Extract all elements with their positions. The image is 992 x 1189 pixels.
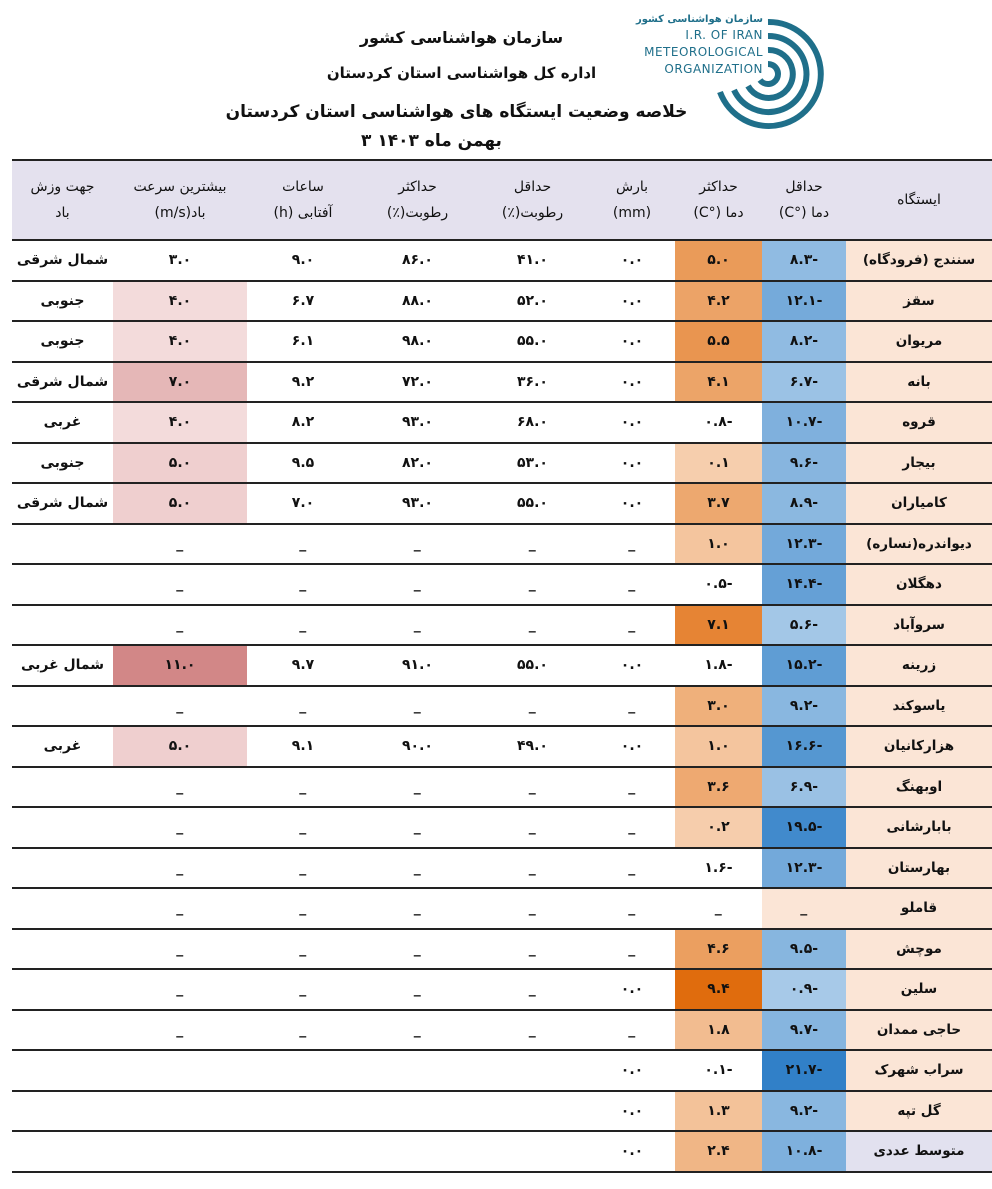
cell-hmax: ۸۲.۰ — [359, 443, 476, 484]
cell-hmin: _ — [476, 848, 589, 889]
cell-wind — [113, 1131, 247, 1172]
table-row — [12, 1010, 992, 1051]
cell-wind: _ — [113, 929, 247, 970]
table-body — [12, 240, 992, 1172]
cell-sun: _ — [247, 686, 359, 727]
cell-tmin: -۱۰.۸ — [762, 1131, 846, 1172]
cell-sun: _ — [247, 524, 359, 565]
cell-wind: ۱۱.۰ — [113, 645, 247, 686]
cell-station: زرینه — [846, 645, 992, 686]
cell-rain: _ — [589, 767, 675, 808]
cell-wind: _ — [113, 767, 247, 808]
cell-hmin: ۴۹.۰ — [476, 726, 589, 767]
cell-hmax: _ — [359, 807, 476, 848]
column-header-dir — [12, 160, 113, 240]
cell-hmax: _ — [359, 605, 476, 646]
cell-tmin: -۹.۲ — [762, 686, 846, 727]
cell-dir — [12, 524, 113, 565]
column-header-tmin — [762, 160, 846, 240]
cell-tmin: -۸.۲ — [762, 321, 846, 362]
cell-sun: ۷.۰ — [247, 483, 359, 524]
cell-station: بیجار — [846, 443, 992, 484]
column-header-line2: (mm) — [612, 205, 652, 221]
cell-tmin: -۱۹.۵ — [762, 807, 846, 848]
cell-hmax: _ — [359, 848, 476, 889]
column-header-line1: حداقل — [513, 179, 552, 195]
cell-station: مریوان — [846, 321, 992, 362]
cell-dir — [12, 1131, 113, 1172]
cell-hmin: ۳۶.۰ — [476, 362, 589, 403]
cell-wind: ۷.۰ — [113, 362, 247, 403]
cell-hmax — [359, 1050, 476, 1091]
cell-station: یاسوکند — [846, 686, 992, 727]
cell-tmin: -۹.۷ — [762, 1010, 846, 1051]
cell-hmin: _ — [476, 888, 589, 929]
cell-wind — [113, 1091, 247, 1132]
table-row — [12, 726, 992, 767]
cell-hmin: _ — [476, 767, 589, 808]
cell-hmax — [359, 1091, 476, 1132]
cell-tmax: ۹.۴ — [675, 969, 762, 1010]
column-header-line1: ایستگاه — [897, 192, 941, 208]
column-header-line1: جهت وزش — [30, 179, 95, 195]
cell-sun — [247, 1091, 359, 1132]
cell-sun: ۶.۷ — [247, 281, 359, 322]
cell-hmax: ۹۳.۰ — [359, 402, 476, 443]
cell-station: سراب شهرک — [846, 1050, 992, 1091]
cell-hmax: ۷۲.۰ — [359, 362, 476, 403]
column-header-line1: بیشترین سرعت — [133, 179, 227, 195]
column-header-hmax — [359, 160, 476, 240]
cell-tmax: ۱.۳ — [675, 1091, 762, 1132]
cell-tmin: -۸.۳ — [762, 240, 846, 281]
table-row — [12, 686, 992, 727]
column-header-line2: آفتابی (h) — [273, 205, 333, 221]
cell-hmin — [476, 1050, 589, 1091]
column-header-line1: حداکثر — [398, 179, 437, 195]
cell-tmin: -۱۴.۴ — [762, 564, 846, 605]
cell-station: کامیاران — [846, 483, 992, 524]
cell-hmax: _ — [359, 524, 476, 565]
cell-dir — [12, 929, 113, 970]
cell-sun — [247, 1131, 359, 1172]
organization-logo — [633, 12, 833, 132]
cell-wind: _ — [113, 605, 247, 646]
cell-dir — [12, 1010, 113, 1051]
cell-rain: ۰.۰ — [589, 1131, 675, 1172]
cell-station: دیواندره(نساره) — [846, 524, 992, 565]
cell-tmax: ۵.۵ — [675, 321, 762, 362]
cell-tmin: -۹.۶ — [762, 443, 846, 484]
cell-tmin: _ — [762, 888, 846, 929]
cell-rain: ۰.۰ — [589, 240, 675, 281]
cell-tmin: -۱۵.۲ — [762, 645, 846, 686]
cell-wind: _ — [113, 807, 247, 848]
cell-tmin: -۱۲.۳ — [762, 524, 846, 565]
cell-hmin: _ — [476, 929, 589, 970]
column-header-sun — [247, 160, 359, 240]
cell-tmax: ۱.۰ — [675, 524, 762, 565]
cell-station: قروه — [846, 402, 992, 443]
cell-rain: ۰.۰ — [589, 645, 675, 686]
column-header-line2: دما (°C) — [778, 205, 830, 221]
table-row — [12, 807, 992, 848]
column-header-wind — [113, 160, 247, 240]
cell-wind: _ — [113, 686, 247, 727]
logo-text-en3: ORGANIZATION — [664, 62, 763, 76]
cell-tmax: ۳.۰ — [675, 686, 762, 727]
report-header — [0, 0, 953, 160]
cell-tmin: -۶.۷ — [762, 362, 846, 403]
cell-tmin: -۹.۲ — [762, 1091, 846, 1132]
cell-wind: _ — [113, 888, 247, 929]
cell-hmin: ۵۲.۰ — [476, 281, 589, 322]
table-row — [12, 321, 992, 362]
table-row — [12, 929, 992, 970]
table-row — [12, 281, 992, 322]
cell-dir — [12, 848, 113, 889]
column-header-rain — [589, 160, 675, 240]
cell-tmax: ۴.۱ — [675, 362, 762, 403]
table-row — [12, 645, 992, 686]
cell-rain: ۰.۰ — [589, 969, 675, 1010]
column-header-line2: باد(m/s) — [154, 205, 206, 221]
cell-hmin: ۵۵.۰ — [476, 321, 589, 362]
cell-wind: _ — [113, 969, 247, 1010]
cell-tmin: -۱۲.۱ — [762, 281, 846, 322]
cell-station: بابارشانی — [846, 807, 992, 848]
cell-tmax: ۰.۲ — [675, 807, 762, 848]
cell-tmin: -۱۰.۷ — [762, 402, 846, 443]
cell-sun: ۹.۷ — [247, 645, 359, 686]
column-header-tmax — [675, 160, 762, 240]
cell-station: گل تپه — [846, 1091, 992, 1132]
cell-station: سنندج (فرودگاه) — [846, 240, 992, 281]
cell-wind: ۳.۰ — [113, 240, 247, 281]
cell-dir — [12, 767, 113, 808]
cell-tmax: ۳.۶ — [675, 767, 762, 808]
cell-sun: _ — [247, 929, 359, 970]
cell-hmax: ۹۸.۰ — [359, 321, 476, 362]
table-row — [12, 402, 992, 443]
column-header-line1: ساعات — [282, 179, 324, 195]
cell-tmax: ۲.۴ — [675, 1131, 762, 1172]
cell-dir: جنوبی — [12, 281, 113, 322]
cell-hmin: _ — [476, 969, 589, 1010]
cell-sun: ۹.۱ — [247, 726, 359, 767]
table-row — [12, 969, 992, 1010]
column-header-hmin — [476, 160, 589, 240]
cell-rain: ۰.۰ — [589, 483, 675, 524]
cell-sun — [247, 1050, 359, 1091]
cell-hmax: ۹۳.۰ — [359, 483, 476, 524]
cell-dir: غربی — [12, 726, 113, 767]
cell-rain: ۰.۰ — [589, 1091, 675, 1132]
cell-sun: _ — [247, 969, 359, 1010]
cell-rain: _ — [589, 848, 675, 889]
cell-wind: _ — [113, 524, 247, 565]
average-row — [12, 1131, 992, 1172]
cell-hmin: _ — [476, 605, 589, 646]
cell-tmax: -۰.۵ — [675, 564, 762, 605]
cell-hmax: ۸۸.۰ — [359, 281, 476, 322]
cell-dir: جنوبی — [12, 443, 113, 484]
department-name: اداره کل هواشناسی استان کردستان — [326, 64, 597, 82]
column-header-line1: حداقل — [785, 179, 823, 195]
cell-dir: شمال شرقی — [12, 483, 113, 524]
table-row — [12, 240, 992, 281]
cell-dir — [12, 1091, 113, 1132]
org-name: سازمان هواشناسی کشور — [359, 28, 564, 47]
cell-sun: _ — [247, 888, 359, 929]
cell-dir: شمال شرقی — [12, 240, 113, 281]
cell-dir — [12, 1050, 113, 1091]
cell-rain: _ — [589, 929, 675, 970]
table-row — [12, 564, 992, 605]
cell-wind: _ — [113, 1010, 247, 1051]
report-title: خلاصه وضعیت ایستگاه های هواشناسی استان کردستان — [225, 102, 688, 122]
cell-rain: ۰.۰ — [589, 362, 675, 403]
cell-rain: _ — [589, 564, 675, 605]
cell-hmin: ۴۱.۰ — [476, 240, 589, 281]
cell-tmin: -۱۲.۳ — [762, 848, 846, 889]
cell-hmax: _ — [359, 929, 476, 970]
cell-wind: _ — [113, 564, 247, 605]
column-header-line2: رطوبت(٪) — [501, 205, 564, 221]
cell-station: سروآباد — [846, 605, 992, 646]
cell-dir: جنوبی — [12, 321, 113, 362]
cell-tmax: ۴.۶ — [675, 929, 762, 970]
cell-sun: _ — [247, 605, 359, 646]
cell-rain: ۰.۰ — [589, 281, 675, 322]
cell-sun: _ — [247, 564, 359, 605]
cell-tmax: ۷.۱ — [675, 605, 762, 646]
cell-hmax: ۹۰.۰ — [359, 726, 476, 767]
cell-tmin: -۶.۹ — [762, 767, 846, 808]
logo-text-en2: METEOROLOGICAL — [644, 45, 763, 59]
table-row — [12, 605, 992, 646]
cell-tmin: -۰.۹ — [762, 969, 846, 1010]
cell-tmax: -۱.۸ — [675, 645, 762, 686]
column-header-station — [846, 160, 992, 240]
cell-hmin: ۵۳.۰ — [476, 443, 589, 484]
cell-station: هزارکانیان — [846, 726, 992, 767]
cell-dir — [12, 686, 113, 727]
cell-rain: ۰.۰ — [589, 443, 675, 484]
logo-text-en1: I.R. OF IRAN — [685, 28, 763, 42]
cell-tmax: ۴.۲ — [675, 281, 762, 322]
cell-hmin — [476, 1131, 589, 1172]
cell-sun: _ — [247, 848, 359, 889]
cell-hmax: ۹۱.۰ — [359, 645, 476, 686]
cell-hmin: ۶۸.۰ — [476, 402, 589, 443]
cell-rain: ۰.۰ — [589, 321, 675, 362]
cell-hmin: _ — [476, 524, 589, 565]
cell-tmin: -۱۶.۶ — [762, 726, 846, 767]
cell-sun: _ — [247, 1010, 359, 1051]
cell-station: اوبهنگ — [846, 767, 992, 808]
logo-spiral-icon — [708, 14, 828, 134]
cell-station: دهگلان — [846, 564, 992, 605]
cell-wind — [113, 1050, 247, 1091]
cell-tmax: _ — [675, 888, 762, 929]
column-header-line2: دما (°C) — [693, 205, 744, 221]
cell-tmin: -۸.۹ — [762, 483, 846, 524]
cell-tmax: -۱.۶ — [675, 848, 762, 889]
cell-tmin: -۲۱.۷ — [762, 1050, 846, 1091]
cell-tmax: ۳.۷ — [675, 483, 762, 524]
cell-hmax — [359, 1131, 476, 1172]
stations-table — [12, 159, 992, 1173]
cell-wind: ۵.۰ — [113, 443, 247, 484]
cell-hmin: _ — [476, 1010, 589, 1051]
cell-sun: _ — [247, 767, 359, 808]
column-header-line1: بارش — [615, 179, 648, 195]
cell-wind: _ — [113, 848, 247, 889]
cell-station: سلین — [846, 969, 992, 1010]
cell-tmin: -۵.۶ — [762, 605, 846, 646]
cell-dir — [12, 969, 113, 1010]
table-header-row — [12, 160, 992, 240]
cell-tmax: ۰.۱ — [675, 443, 762, 484]
cell-hmax: _ — [359, 686, 476, 727]
cell-rain: _ — [589, 1010, 675, 1051]
cell-wind: ۴.۰ — [113, 321, 247, 362]
table-row — [12, 848, 992, 889]
cell-wind: ۴.۰ — [113, 402, 247, 443]
table-row — [12, 1091, 992, 1132]
cell-station: حاجی ممدان — [846, 1010, 992, 1051]
cell-tmax: ۱.۰ — [675, 726, 762, 767]
table-row — [12, 483, 992, 524]
table-row — [12, 362, 992, 403]
cell-rain: _ — [589, 524, 675, 565]
cell-tmax: ۱.۸ — [675, 1010, 762, 1051]
cell-tmax: -۰.۸ — [675, 402, 762, 443]
cell-hmax: _ — [359, 564, 476, 605]
cell-wind: ۵.۰ — [113, 726, 247, 767]
cell-tmax: -۰.۱ — [675, 1050, 762, 1091]
cell-station: بهارستان — [846, 848, 992, 889]
cell-wind: ۵.۰ — [113, 483, 247, 524]
cell-dir — [12, 888, 113, 929]
cell-sun: ۹.۰ — [247, 240, 359, 281]
cell-rain: ۰.۰ — [589, 1050, 675, 1091]
cell-hmin: _ — [476, 807, 589, 848]
cell-dir: شمال شرقی — [12, 362, 113, 403]
cell-hmax: _ — [359, 767, 476, 808]
column-header-line2: باد — [55, 205, 70, 221]
column-header-line2: رطوبت(٪) — [386, 205, 449, 221]
cell-hmax: ۸۶.۰ — [359, 240, 476, 281]
column-header-line1: حداکثر — [699, 179, 738, 195]
cell-station: سقز — [846, 281, 992, 322]
cell-dir: غربی — [12, 402, 113, 443]
cell-sun: ۹.۵ — [247, 443, 359, 484]
cell-rain: _ — [589, 605, 675, 646]
cell-hmax: _ — [359, 888, 476, 929]
cell-dir — [12, 605, 113, 646]
cell-rain: ۰.۰ — [589, 726, 675, 767]
cell-hmax: _ — [359, 1010, 476, 1051]
cell-sun: _ — [247, 807, 359, 848]
cell-sun: ۶.۱ — [247, 321, 359, 362]
cell-sun: ۹.۲ — [247, 362, 359, 403]
cell-dir: شمال غربی — [12, 645, 113, 686]
cell-rain: _ — [589, 807, 675, 848]
cell-station: بانه — [846, 362, 992, 403]
table-row — [12, 1050, 992, 1091]
cell-station: قاملو — [846, 888, 992, 929]
table-row — [12, 443, 992, 484]
cell-tmin: -۹.۵ — [762, 929, 846, 970]
cell-dir — [12, 807, 113, 848]
cell-station: متوسط عددی — [846, 1131, 992, 1172]
cell-station: موچش — [846, 929, 992, 970]
cell-dir — [12, 564, 113, 605]
cell-rain: _ — [589, 686, 675, 727]
cell-hmin: ۵۵.۰ — [476, 483, 589, 524]
cell-hmin: _ — [476, 686, 589, 727]
cell-hmin: _ — [476, 564, 589, 605]
logo-text-fa: سازمان هواشناسی کشور — [635, 14, 763, 25]
cell-rain: _ — [589, 888, 675, 929]
report-date: ۳ بهمن ماه ۱۴۰۳ — [361, 131, 502, 151]
cell-rain: ۰.۰ — [589, 402, 675, 443]
cell-sun: ۸.۲ — [247, 402, 359, 443]
cell-tmax: ۵.۰ — [675, 240, 762, 281]
cell-hmin — [476, 1091, 589, 1132]
cell-hmin: ۵۵.۰ — [476, 645, 589, 686]
table-row — [12, 888, 992, 929]
cell-hmax: _ — [359, 969, 476, 1010]
table-row — [12, 524, 992, 565]
table-row — [12, 767, 992, 808]
cell-wind: ۴.۰ — [113, 281, 247, 322]
